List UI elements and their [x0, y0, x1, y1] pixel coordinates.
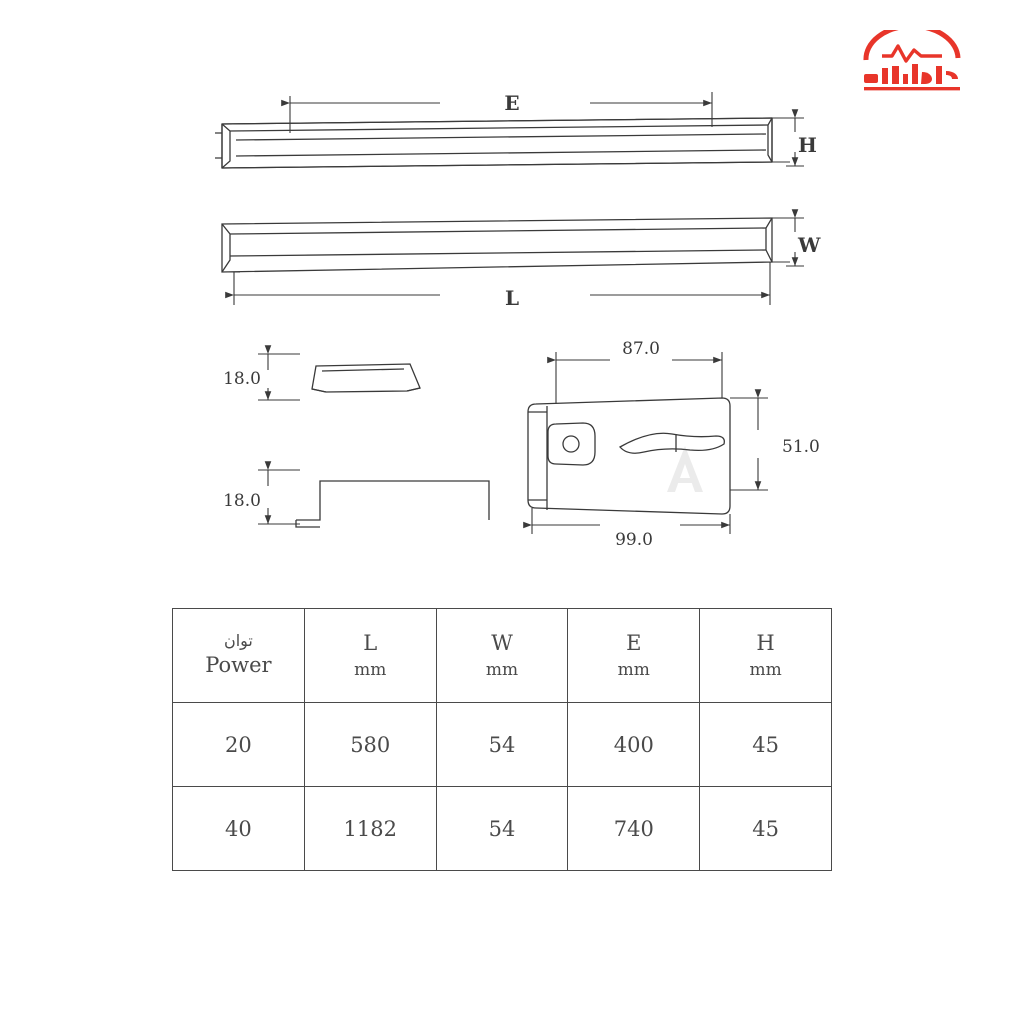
- dimensions-table: [172, 608, 832, 871]
- header-cell-e: [568, 609, 700, 703]
- header-power-fa: توان: [223, 630, 253, 650]
- header-h-unit: mm: [749, 660, 782, 681]
- front-view-body: [215, 118, 772, 168]
- dim-text-endcap-outer-width: 99.0: [615, 530, 653, 550]
- profile-section: [312, 364, 420, 392]
- cell-h: 45: [700, 703, 832, 787]
- table-row: [173, 787, 832, 871]
- label-W: W: [798, 233, 821, 257]
- table-row: [173, 703, 832, 787]
- header-l-unit: mm: [354, 660, 387, 681]
- cell-e: 400: [568, 703, 700, 787]
- cell-h: 45: [700, 787, 832, 871]
- dim-text-endcap-inner-width: 87.0: [622, 339, 660, 359]
- mounting-bracket-section: [296, 481, 489, 527]
- header-cell-h: [700, 609, 832, 703]
- header-cell-power: [173, 609, 305, 703]
- header-e-en: E: [626, 630, 642, 655]
- table-header-row: [173, 609, 832, 703]
- header-l-en: L: [363, 630, 378, 655]
- header-w-unit: mm: [485, 660, 519, 681]
- header-cell-w: [436, 609, 568, 703]
- label-E: E: [504, 91, 520, 115]
- dim-text-bracket-height: 18.0: [223, 491, 261, 511]
- header-power-en: Power: [205, 652, 272, 677]
- cell-l: 580: [304, 703, 436, 787]
- plan-view-body: [222, 218, 772, 272]
- label-L: L: [504, 286, 520, 310]
- dim-L: [222, 262, 770, 305]
- header-cell-l: [304, 609, 436, 703]
- cell-w: 54: [436, 787, 568, 871]
- cell-power: 20: [173, 703, 305, 787]
- cell-w: 54: [436, 703, 568, 787]
- header-w-en: W: [491, 630, 513, 655]
- dim-bracket-height: [258, 470, 300, 524]
- header-h-en: H: [756, 630, 775, 655]
- dim-endcap-inner-width: [556, 352, 722, 404]
- cell-e: 740: [568, 787, 700, 871]
- cell-power: 40: [173, 787, 305, 871]
- cell-l: 1182: [304, 787, 436, 871]
- watermark-logo: [655, 440, 715, 500]
- dim-text-endcap-height: 51.0: [782, 437, 820, 457]
- label-H: H: [798, 133, 817, 157]
- dim-profile-height: [258, 354, 300, 400]
- header-e-unit: mm: [617, 660, 650, 681]
- dim-text-profile-height: 18.0: [223, 369, 261, 389]
- dim-endcap-height: [730, 398, 768, 490]
